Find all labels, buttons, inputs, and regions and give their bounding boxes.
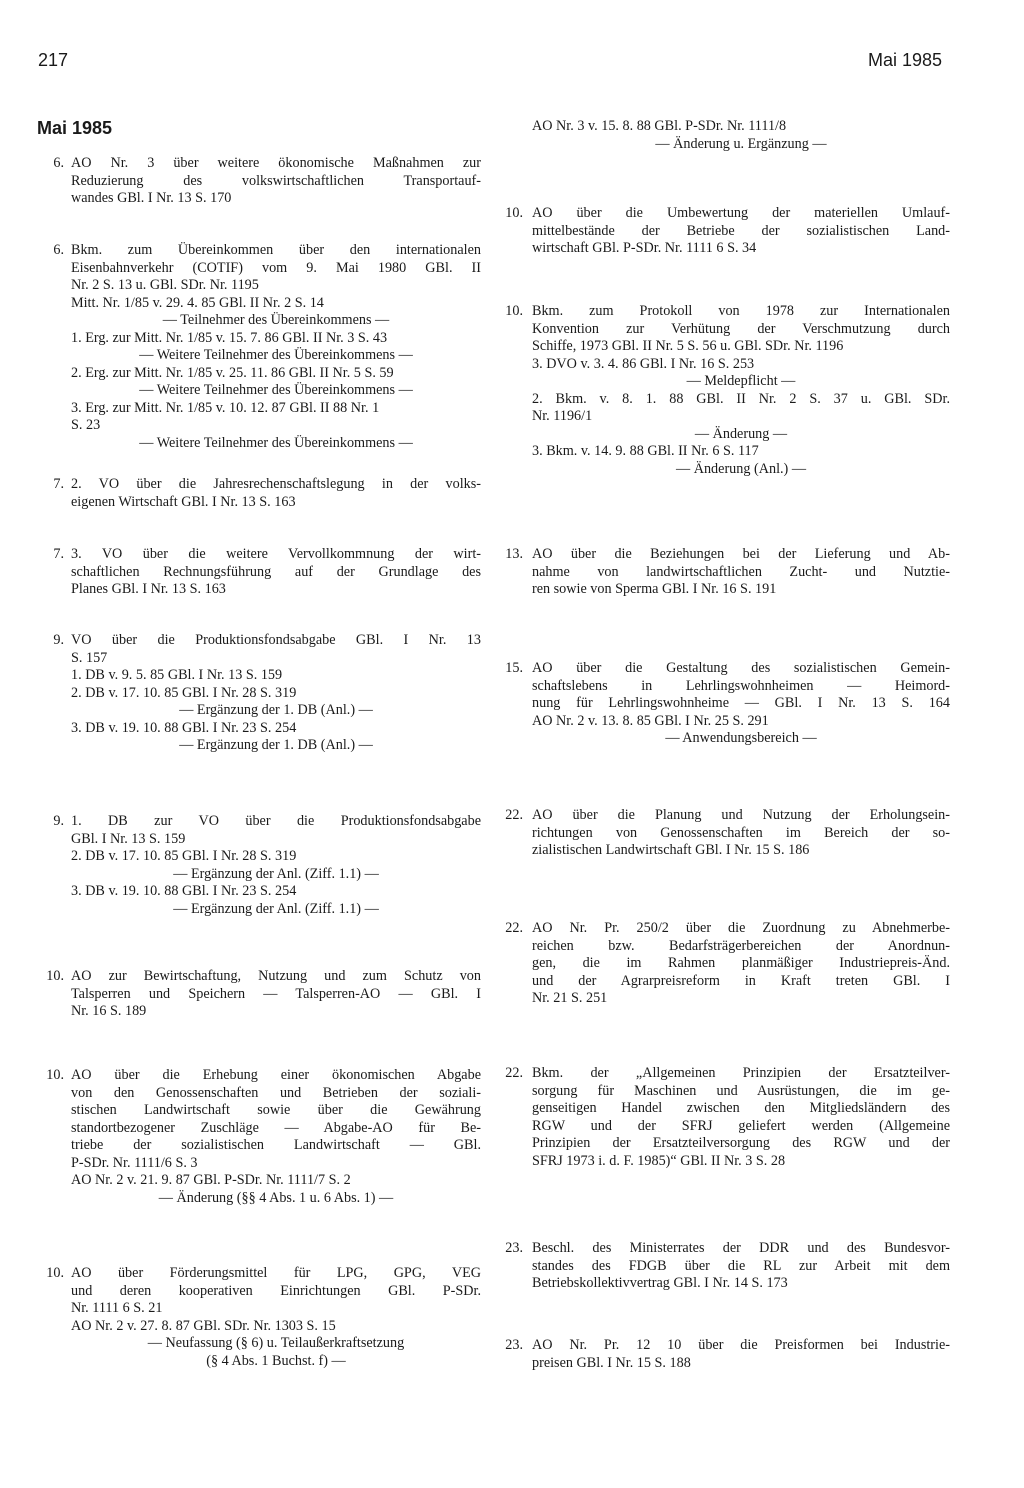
entry-line: 1. DB zur VO über die Produktionsfondsabgabe (71, 813, 481, 829)
entry-line: richtungen von Genossenschaften im Bereich der so- (532, 824, 950, 841)
entry-line: AO Nr. 2 v. 21. 9. 87 GBl. P-SDr. Nr. 1111/7 S. 2 (71, 1172, 351, 1188)
entry-line: 3. DVO v. 3. 4. 86 GBl. I Nr. 16 S. 253 (532, 355, 755, 372)
entry-line: mittelbestände der Betriebe der sozialistischen Land- (532, 222, 950, 239)
entry-line: — Änderung (Anl.) — (675, 460, 807, 477)
entry-line: genseitigen Handel zwischen den Mitgliedsländern des (532, 1100, 950, 1116)
entry-line: schaftlichen Rechnungsführung auf der Grundlage des (71, 563, 481, 580)
entry-line: AO über Förderungsmittel für LPG, GPG, VEG (71, 1265, 481, 1281)
entry-day: 10. (505, 303, 523, 319)
entry-line: 3. Bkm. v. 14. 9. 88 GBl. II Nr. 6 S. 117 (532, 443, 759, 459)
entry-day: 9. (53, 632, 64, 648)
entry-line: AO Nr. 2 v. 13. 8. 85 GBl. I Nr. 25 S. 291 (532, 712, 769, 729)
entry-line: SFRJ 1973 i. d. F. 1985)“ GBl. II Nr. 3 S. 28 (532, 1152, 786, 1169)
entry-line: 3. DB v. 19. 10. 88 GBl. I Nr. 23 S. 254 (71, 883, 297, 899)
entry-line: Schiffe, 1973 GBl. II Nr. 5 S. 56 u. GBl. SDr. Nr. 1196 (532, 338, 844, 354)
entry-line: nahme von landwirtschaftlichen Zucht- und Nutztie- (532, 563, 950, 580)
entry-day: 10. (505, 205, 523, 221)
entry-line: wandes GBl. I Nr. 13 S. 170 (71, 190, 232, 206)
entry-text (71, 476, 481, 511)
entry-line: GBl. I Nr. 13 S. 159 (71, 830, 186, 847)
entry-line: Nr. 16 S. 189 (71, 1003, 147, 1019)
entry-line: reichen bzw. Bedarfsträgerbereichen der Anordnun- (532, 937, 950, 954)
entry-line: — Änderung — (694, 425, 788, 442)
entry-line: (§ 4 Abs. 1 Buchst. f) — (206, 1352, 346, 1369)
entry-day: 7. (53, 546, 64, 562)
entry-line: 1. DB v. 9. 5. 85 GBl. I Nr. 13 S. 159 (71, 667, 283, 683)
entry-line: Bkm. zum Protokoll von 1978 zur Internationalen (532, 303, 950, 319)
entry-day: 7. (53, 476, 64, 492)
entry-text (532, 546, 950, 599)
entry-line: triebe der sozialistischen Landwirtschaft — GBl. (71, 1137, 481, 1153)
entry-line: Eisenbahnverkehr (COTIF) vom 9. Mai 1980 GBl. II (71, 259, 481, 276)
entry-line: schaftslebens in Lehrlingswohnheimen — Heimord- (532, 677, 950, 694)
entry-text (532, 303, 950, 478)
entry-line: Nr. 1111 6 S. 21 (71, 1300, 163, 1316)
entry-line: wirtschaft GBl. P-SDr. Nr. 1111 6 S. 34 (532, 240, 757, 256)
entry-day: 23. (505, 1240, 523, 1256)
entry-line: gen, die im Rahmen planmäßiger Industriepreis-Änd. (532, 955, 950, 971)
entry-line: — Weitere Teilnehmer des Übereinkommens — (139, 434, 413, 451)
entry-line: ren sowie von Sperma GBl. I Nr. 16 S. 191 (532, 581, 777, 597)
entry-line: und der Agrarpreisreform in Kraft treten GBl. I (532, 972, 950, 989)
entry-line: AO Nr. 3 über weitere ökonomische Maßnahmen zur (71, 155, 481, 171)
entry-day: 23. (505, 1337, 523, 1353)
entry-line: Talsperren und Speichern — Talsperren-AO — GBl. I (71, 985, 481, 1002)
entry-line: 3. DB v. 19. 10. 88 GBl. I Nr. 23 S. 254 (71, 719, 297, 736)
entry-line: Mitt. Nr. 1/85 v. 29. 4. 85 GBl. II Nr. 2 S. 14 (71, 294, 324, 311)
entry-line: — Änderung (§§ 4 Abs. 1 u. 6 Abs. 1) — (158, 1189, 394, 1206)
entry-text (532, 807, 950, 860)
entry-day: 22. (505, 1065, 523, 1081)
entry-line: — Ergänzung der Anl. (Ziff. 1.1) — (173, 900, 379, 917)
entry-line: — Ergänzung der 1. DB (Anl.) — (179, 737, 373, 753)
entry-line: AO über die Erhebung einer ökonomischen Abgabe (71, 1067, 481, 1083)
entry-line: zialistischen Landwirtschaft GBl. I Nr. 15 S. 186 (532, 842, 810, 858)
entry-text (71, 632, 481, 755)
section-title: Mai 1985 (37, 118, 113, 138)
entry-line: AO Nr. 2 v. 27. 8. 87 GBl. SDr. Nr. 1303 S. 15 (71, 1317, 336, 1334)
entry-line: AO Nr. Pr. 12 10 über die Preisformen bei Industrie- (532, 1337, 950, 1353)
entry-text (71, 1067, 481, 1207)
entry-line: Bkm. der „Allgemeinen Prinzipien der Ersatzteilver- (532, 1065, 950, 1081)
entry-text (71, 813, 481, 918)
entry-line: S. 23 (71, 417, 101, 433)
entry-text (532, 920, 950, 1008)
entry-line: Bkm. zum Übereinkommen über den internationalen (71, 242, 481, 258)
entry-line: stischen Landwirtschaft sowie über die Gewährung (71, 1102, 481, 1118)
entry-day: 9. (53, 813, 64, 829)
entry-line: 2. DB v. 17. 10. 85 GBl. I Nr. 28 S. 319 (71, 848, 297, 864)
entry-line: AO über die Planung und Nutzung der Erholungsein- (532, 807, 950, 823)
entry-line: — Weitere Teilnehmer des Übereinkommens — (139, 347, 413, 363)
entry-line: — Ergänzung der Anl. (Ziff. 1.1) — (173, 865, 379, 882)
entry-day: 15. (505, 660, 523, 676)
entry-line: 2. Bkm. v. 8. 1. 88 GBl. II Nr. 2 S. 37 u. GBl. SDr. (532, 390, 950, 407)
entry-line: — Ergänzung der 1. DB (Anl.) — (179, 702, 373, 718)
entry-line: AO über die Umbewertung der materiellen Umlauf- (532, 205, 950, 221)
entry-line: eigenen Wirtschaft GBl. I Nr. 13 S. 163 (71, 493, 296, 510)
entry-line: Nr. 21 S. 251 (532, 990, 608, 1006)
entry-day: 10. (46, 1265, 64, 1281)
entry-line: preisen GBl. I Nr. 15 S. 188 (532, 1354, 691, 1371)
entry-line: Nr. 1196/1 (532, 408, 593, 424)
entry-text (71, 546, 481, 599)
entry-line: AO über die Beziehungen bei der Lieferung und Ab- (532, 546, 950, 562)
entry-line: AO Nr. Pr. 250/2 über die Zuordnung zu Abnehmerbe- (532, 920, 950, 936)
entry-text (71, 1265, 481, 1370)
page-header: Mai 1985 (868, 50, 943, 70)
entry-day: 6. (53, 242, 64, 258)
entry-line: — Weitere Teilnehmer des Übereinkommens — (139, 382, 413, 398)
entry-line: — Meldepflicht — (686, 373, 796, 389)
entry-day: 10. (46, 1067, 64, 1083)
entry-line: Nr. 2 S. 13 u. GBl. SDr. Nr. 1195 (71, 277, 259, 293)
entry-line: — Anwendungsbereich — (665, 730, 817, 746)
entry-day: 10. (46, 968, 64, 984)
entry-line: — Teilnehmer des Übereinkommens — (162, 312, 390, 328)
entry-text (71, 242, 481, 452)
entry-text (71, 968, 481, 1021)
entry-line: 2. VO über die Jahresrechenschaftslegung in der volks- (71, 476, 481, 492)
entry-line: RGW und der SFRJ geliefert werden (Allgemeine (532, 1117, 950, 1134)
entry-day: 22. (505, 920, 523, 936)
entry-line: Reduzierung des volkswirtschaftlichen Transportauf- (71, 172, 481, 189)
entry-line: — Änderung u. Ergänzung — (655, 135, 827, 152)
entry-line: AO über die Gestaltung des sozialistischen Gemein- (532, 660, 950, 676)
entry-line: VO über die Produktionsfondsabgabe GBl. I Nr. 13 (71, 632, 481, 648)
entry-line: 2. DB v. 17. 10. 85 GBl. I Nr. 28 S. 319 (71, 684, 297, 701)
entry-line: 3. VO über die weitere Vervollkommnung der wirt- (71, 546, 481, 562)
entry-text (532, 205, 950, 258)
entry-text (532, 1065, 950, 1170)
entry-day: 22. (505, 807, 523, 823)
entry-day: 6. (53, 155, 64, 171)
entry-line: sorgung für Maschinen und Ausrüstungen, die im ge- (532, 1082, 950, 1099)
entry-line: — Neufassung (§ 6) u. Teilaußerkraftsetzung (147, 1335, 405, 1351)
entry-line: und deren kooperativen Einrichtungen GBl. P-SDr. (71, 1282, 481, 1299)
entry-line: 1. Erg. zur Mitt. Nr. 1/85 v. 15. 7. 86 GBl. II Nr. 3 S. 43 (71, 329, 388, 346)
entry-text (532, 1337, 950, 1372)
entry-line: standes des FDGB über die RL zur Arbeit mit dem (532, 1257, 950, 1274)
entry-line: Konvention zur Verhütung der Verschmutzung durch (532, 320, 950, 337)
entry-line: Prinzipien der Ersatzteilversorgung des RGW und der (532, 1135, 950, 1151)
entry-line: AO zur Bewirtschaftung, Nutzung und zum Schutz von (71, 968, 481, 984)
entry-line: Planes GBl. I Nr. 13 S. 163 (71, 581, 226, 597)
entry-line: 3. Erg. zur Mitt. Nr. 1/85 v. 10. 12. 87 GBl. II 88 Nr. 1 (71, 399, 380, 416)
entry-line: nung für Lehrlingswohnheime — GBl. I Nr. 13 S. 164 (532, 695, 950, 711)
entry-text (71, 155, 481, 208)
entry-line: AO Nr. 3 v. 15. 8. 88 GBl. P-SDr. Nr. 1111/8 (532, 118, 787, 134)
entry-text (532, 660, 950, 748)
entry-line: von den Genossenschaften und Betrieben der soziali- (71, 1084, 481, 1101)
entry-text (532, 118, 950, 153)
entry-text (532, 1240, 950, 1293)
entry-day: 13. (505, 546, 523, 562)
entry-line: Beschl. des Ministerrates der DDR und des Bundesvor- (532, 1240, 950, 1256)
page-number: 217 (38, 50, 69, 70)
entry-line: S. 157 (71, 649, 108, 666)
entry-line: Betriebskollektivvertrag GBl. I Nr. 14 S. 173 (532, 1275, 788, 1291)
entry-line: standortbezogener Zuschläge — Abgabe-AO für Be- (71, 1119, 481, 1136)
entry-line: P-SDr. Nr. 1111/6 S. 3 (71, 1154, 198, 1171)
entry-line: 2. Erg. zur Mitt. Nr. 1/85 v. 25. 11. 86 GBl. II Nr. 5 S. 59 (71, 364, 394, 381)
